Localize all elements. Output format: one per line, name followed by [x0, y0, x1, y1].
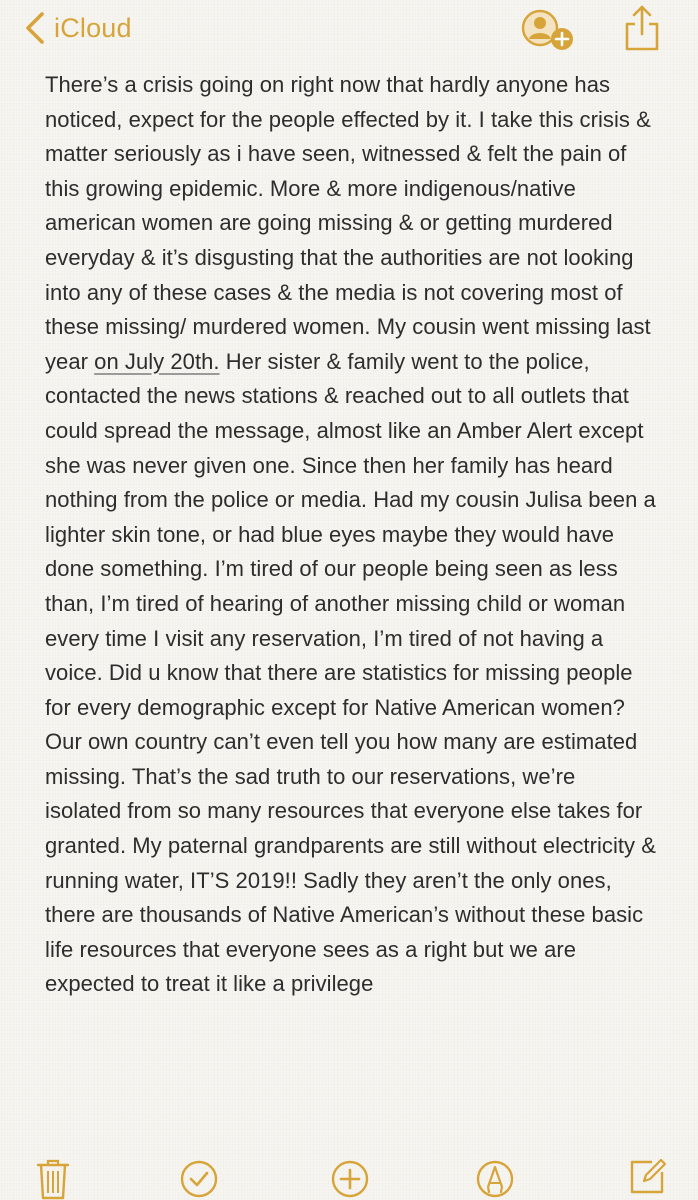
markup-icon — [476, 1160, 514, 1198]
add-button[interactable] — [331, 1160, 369, 1198]
markup-button[interactable] — [476, 1160, 514, 1198]
bottom-toolbar — [0, 1150, 698, 1200]
nav-bar — [0, 0, 698, 62]
add-person-icon — [520, 6, 578, 52]
checklist-icon — [180, 1160, 218, 1198]
share-button[interactable] — [624, 4, 660, 52]
add-person-button[interactable] — [520, 6, 578, 52]
note-text-start: There’s a crisis going on right now that hardly anyone has noticed, expect for the people effected by it. I take this crisis & matter seriously as i have seen, witnessed & felt the pain of this growing epidemic. More & more indigenous/native american women are going missing & or getting murdered everyday & it’s disgusting that the authorities are not looking into any of these cases & the media is not covering most of these missing/ murdered women. My cousin went missing last year — [45, 72, 651, 374]
trash-icon — [36, 1158, 70, 1200]
note-body[interactable] — [45, 68, 657, 1068]
share-icon — [624, 4, 660, 52]
back-label: iCloud — [54, 12, 132, 43]
date-link[interactable]: on July 20th. — [94, 348, 220, 374]
delete-button[interactable] — [36, 1158, 70, 1200]
note-text-end: Her sister & family went to the police, contacted the news stations & reached out to all outlets that could spread the message, almost like an Amber Alert except she was never given one. Since then her family has heard nothing from the police or media. Had my cousin Julisa been a lighter skin tone, or had blue eyes maybe they would have done something. I’m tired of our people being seen as less than, I’m tired of hearing of another missing child or woman every time I visit any reservation, I’m tired of not having a voice. Did u know that there are statistics for missing people for every demographic except for Native American women? Our own country can’t even tell you how many are estimated missing. That’s the sad truth to our reservations, we’re isolated from so many resources that everyone else takes for granted. My paternal grandparents are still without electricity & running water, IT’S 2019!! Sadly they aren’t the only ones, there are thousands of Native American’s without these basic life resources that everyone sees as a right but we are expected to treat it like a privilege — [45, 348, 656, 997]
note-paragraph — [45, 68, 657, 1002]
add-icon — [331, 1160, 369, 1198]
chevron-left-icon — [24, 11, 46, 45]
compose-button[interactable] — [628, 1156, 668, 1196]
checklist-button[interactable] — [180, 1160, 218, 1198]
compose-icon — [628, 1156, 668, 1196]
back-button[interactable] — [24, 8, 132, 48]
